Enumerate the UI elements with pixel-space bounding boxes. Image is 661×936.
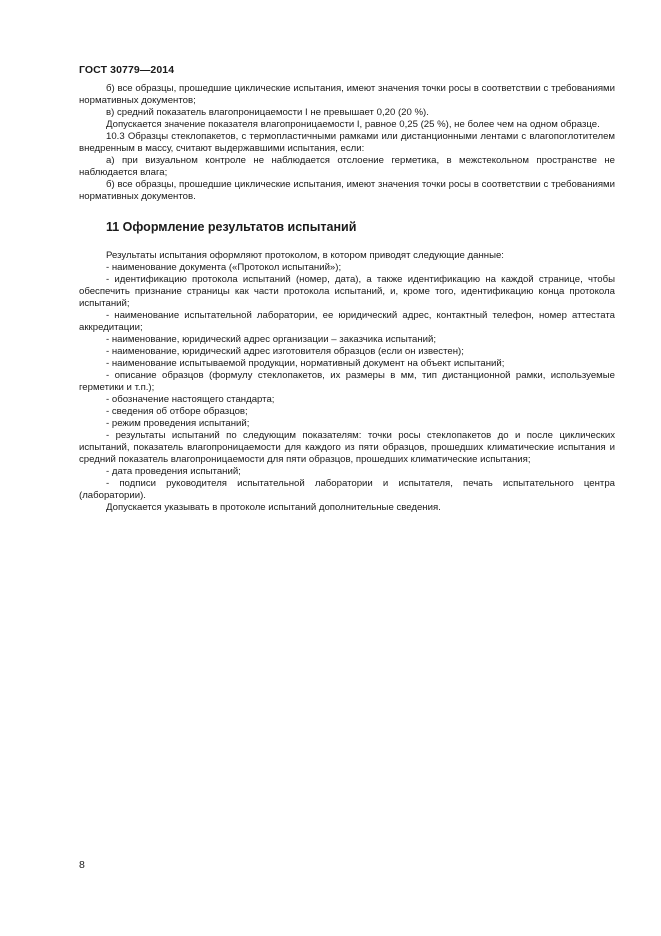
document-body xyxy=(79,83,615,514)
paragraph: б) все образцы, прошедшие циклические испытания, имеют значения точки росы в соответствии с требованиями нормативных документов. xyxy=(79,179,615,202)
section-10-continuation xyxy=(79,83,615,203)
list-item: - наименование, юридический адрес изготовителя образцов (если он известен); xyxy=(106,346,464,357)
list-item: - дата проведения испытаний; xyxy=(106,466,241,477)
list-item: - подписи руководителя испытательной лаборатории и испытателя, печать испытательного центра (лаборатории). xyxy=(79,478,615,501)
list-item: - идентификацию протокола испытаний (номер, дата), а также идентификацию на каждой странице, чтобы обеспечить признание страницы как части протокола испытаний, и, кроме того, идентификацию конца протокола испытаний; xyxy=(79,274,615,309)
list-item: - наименование испытываемой продукции, нормативный документ на объект испытаний; xyxy=(106,358,505,369)
paragraph: Допускается значение показателя влагопроницаемости I, равное 0,25 (25 %), не более чем на одном образце. xyxy=(106,119,600,130)
list-item: - наименование документа («Протокол испытаний»); xyxy=(106,262,342,273)
document-header: ГОСТ 30779—2014 xyxy=(79,64,175,76)
list-item: - результаты испытаний по следующим показателям: точки росы стеклопакетов до и после циклических испытаний, показатель влагопроницаемости для каждого из пяти образцов, прошедших климатические испытания и средний показатель влагопроницаемости для пяти образцов, прошедших климатические испытания; xyxy=(79,430,615,465)
list-item: - наименование испытательной лаборатории, ее юридический адрес, контактный телефон, номер аттестата аккредитации; xyxy=(79,310,615,333)
list-item: - наименование, юридический адрес организации – заказчика испытаний; xyxy=(106,334,437,345)
list-item: - сведения об отборе образцов; xyxy=(106,406,248,417)
section-11-title: 11 Оформление результатов испытаний xyxy=(106,220,357,234)
paragraph: Допускается указывать в протоколе испытаний дополнительные сведения. xyxy=(106,502,441,513)
list-item: - описание образцов (формулу стеклопакетов, их размеры в мм, тип дистанционной рамки, используемые герметики и т.п.); xyxy=(79,370,615,393)
list-item: - обозначение настоящего стандарта; xyxy=(106,394,275,405)
paragraph: а) при визуальном контроле не наблюдается отслоение герметика, в межстекольном пространстве не наблюдается влага; xyxy=(79,155,615,178)
page-number: 8 xyxy=(79,859,85,871)
section-11-body xyxy=(79,250,615,514)
paragraph: б) все образцы, прошедшие циклические испытания, имеют значения точки росы в соответствии с требованиями нормативных документов; xyxy=(79,83,615,106)
paragraph: Результаты испытания оформляют протоколом, в котором приводят следующие данные: xyxy=(106,250,504,261)
paragraph: в) средний показатель влагопроницаемости I не превышает 0,20 (20 %). xyxy=(106,107,429,118)
list-item: - режим проведения испытаний; xyxy=(106,418,250,429)
paragraph: 10.3 Образцы стеклопакетов, с термопластичными рамками или дистанционными лентами с влагопоглотителем внедренным в массу, считают выдержавшими испытания, если: xyxy=(79,131,615,154)
